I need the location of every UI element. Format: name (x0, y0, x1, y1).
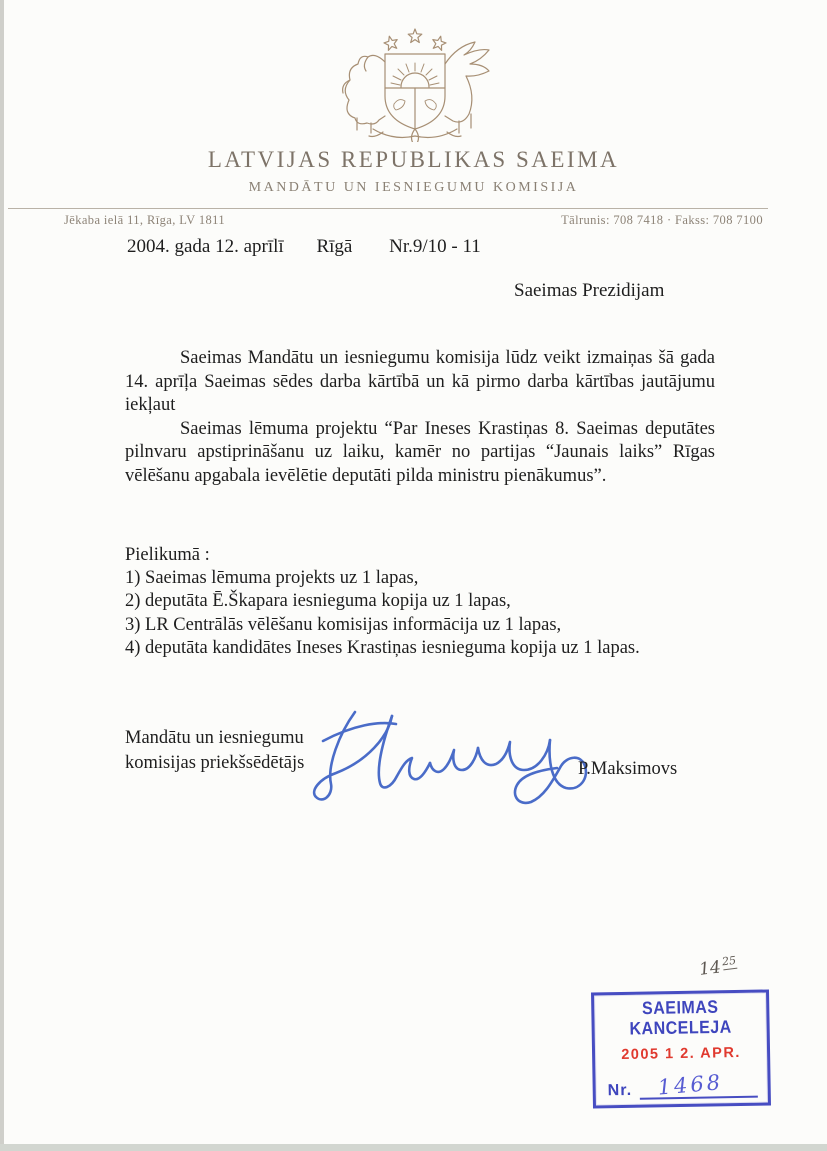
stamp-number-row (595, 1069, 767, 1100)
stamp-number-value: 1468 (657, 1070, 725, 1100)
attachment-item: 4) deputāta kandidātes Ineses Krastiņas iesnieguma kopija uz 1 lapas. (125, 637, 640, 658)
letterhead-address: Jēkaba ielā 11, Rīga, LV 1811 (64, 213, 225, 227)
handwritten-time-note (698, 954, 738, 980)
coat-of-arms-icon (327, 24, 503, 142)
body-paragraph-1: Saeimas Mandātu un iesniegumu komisija lūdz veikt izmaiņas šā gada 14. aprīļa Saeimas sēdes darba kārtībā un kā pirmo darba kārtības jautājumu iekļaut (125, 348, 715, 416)
stamp-number-line (640, 1070, 758, 1100)
body-paragraph-2: Saeimas lēmuma projektu “Par Ineses Krastiņas 8. Saeimas deputātes pilnvaru apstiprināšanu uz laiku, kamēr no partijas “Jaunais laiks” Rīgas vēlēšanu apgabala ievēlētie deputāti pilda ministru pienākumus”. (125, 418, 715, 486)
stamp-number-label: Nr. (607, 1081, 633, 1100)
attachments-list (125, 544, 640, 660)
addressee: Saeimas Prezidijam (514, 280, 665, 301)
registration-stamp (591, 989, 771, 1108)
stamp-org-name: SAEIMAS KANCELEJA (629, 998, 732, 1039)
attachment-item: 1) Saeimas lēmuma projekts uz 1 lapas, (125, 568, 419, 589)
letter-date: 2004. gada 12. aprīlī (127, 236, 284, 257)
scan-edge-bottom (0, 1144, 827, 1151)
stamp-date: 2005 1 2. APR. (621, 1044, 742, 1064)
handwritten-time: 14 (698, 957, 722, 980)
signature-ink (293, 696, 595, 818)
attachment-item: 2) deputāta Ē.Škapara iesnieguma kopija uz 1 lapas, (125, 591, 511, 612)
letterhead-contacts: Tālrunis: 708 7418 · Fakss: 708 7100 (561, 213, 763, 227)
attachments-heading: Pielikumā : (125, 545, 210, 565)
letterhead-divider (8, 208, 768, 209)
dateline (127, 236, 481, 258)
organization-name: LATVIJAS REPUBLIKAS SAEIMA (207, 147, 620, 172)
letter-body (125, 347, 715, 489)
signer-title (125, 726, 304, 776)
letter-number: Nr.9/10 - 11 (389, 236, 481, 257)
letter-place: Rīgā (316, 236, 353, 257)
commission-name: MANDĀTU UN IESNIEGUMU KOMISIJA (248, 180, 579, 195)
signer-title-line1: Mandātu un iesniegumu (125, 728, 304, 748)
attachment-item: 3) LR Centrālās vēlēšanu komisijas informācija uz 1 lapas, (125, 614, 562, 635)
signer-name: P.Maksimovs (578, 759, 678, 779)
signer-title-line2: komisijas priekšsēdētājs (125, 753, 305, 773)
handwritten-time-sup: 25 (721, 953, 737, 969)
